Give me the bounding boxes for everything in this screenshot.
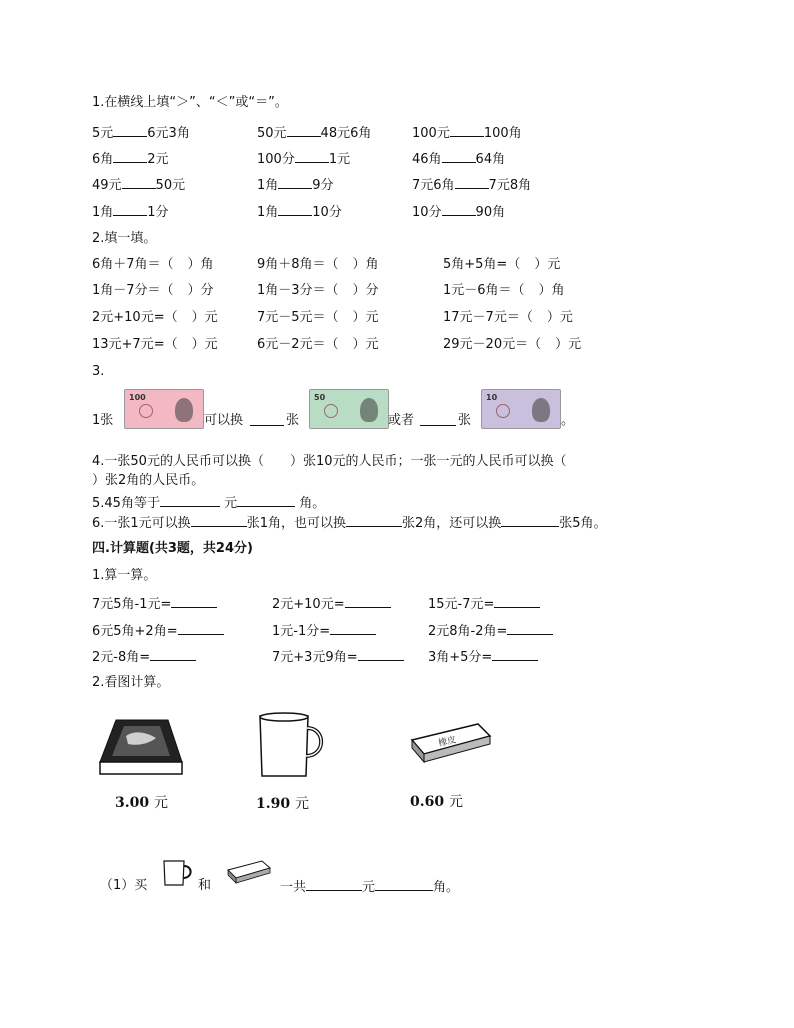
cup-small-icon xyxy=(160,858,196,888)
q2-unit: ）元 xyxy=(191,337,218,352)
q2-expression: 13元+7元=（ xyxy=(92,337,178,352)
q2-item xyxy=(257,310,379,326)
q1-item xyxy=(257,150,350,168)
q2-expression: 1角－7分＝（ xyxy=(92,283,174,298)
q3-answer-line-1[interactable] xyxy=(250,413,284,426)
price-unit-2: 元 xyxy=(294,796,309,812)
look-q1-text-e: 角。 xyxy=(433,880,460,895)
q1-item xyxy=(412,150,505,168)
q3-text-one-sheet: 1张 xyxy=(92,413,114,428)
q1-answer-line[interactable] xyxy=(113,124,147,137)
q2-expression: 2元+10元=（ xyxy=(92,310,178,325)
calc-answer-line[interactable] xyxy=(494,595,540,608)
q1-answer-line[interactable] xyxy=(287,124,321,137)
q2-item xyxy=(257,257,379,273)
calc-answer-line[interactable] xyxy=(358,648,404,661)
q1-answer-line[interactable] xyxy=(450,124,484,137)
bill-50-yuan-image xyxy=(309,389,389,429)
q3-text-or: 或者 xyxy=(388,413,415,428)
q1-item xyxy=(92,176,185,194)
calc-item xyxy=(272,622,376,640)
q2-expression: 7元－5元＝（ xyxy=(257,310,339,325)
q1-item xyxy=(412,176,531,194)
q1-left-value: 100元 xyxy=(412,126,450,141)
bill-50-label: 50 xyxy=(314,393,326,402)
q1-right-value: 90角 xyxy=(475,205,506,220)
calc-expression: 1元-1分= xyxy=(272,624,331,639)
q2-unit: ）分 xyxy=(352,283,379,298)
q1-left-value: 6角 xyxy=(92,152,114,167)
bill-seal-icon xyxy=(139,404,153,418)
q1-item xyxy=(257,124,371,142)
q2-item xyxy=(443,257,560,273)
q1-left-value: 49元 xyxy=(92,178,122,193)
q1-item xyxy=(92,124,190,142)
q1-right-value: 1分 xyxy=(147,205,169,220)
q2-expression: 17元－7元＝（ xyxy=(443,310,533,325)
q1-answer-line[interactable] xyxy=(442,150,476,163)
look-q1-text-d: 元 xyxy=(362,880,376,895)
q1-answer-line[interactable] xyxy=(113,150,147,163)
q2-unit: ）角 xyxy=(538,283,565,298)
look-q1-answer-jiao[interactable] xyxy=(375,878,433,891)
q1-item xyxy=(412,124,522,142)
calc-expression: 6元5角+2角= xyxy=(92,624,178,639)
q2-unit: ）元 xyxy=(352,337,379,352)
eraser-image xyxy=(408,720,494,768)
q1-item xyxy=(257,203,342,221)
bill-10-yuan-image xyxy=(481,389,561,429)
q2-unit: ）元 xyxy=(191,310,218,325)
q1-answer-line[interactable] xyxy=(455,176,489,189)
q2-expression: 6元－2元＝（ xyxy=(257,337,339,352)
q1-answer-line[interactable] xyxy=(278,176,312,189)
pencil-box-image xyxy=(98,714,184,776)
price-unit-3: 元 xyxy=(448,794,463,810)
bill-seal-icon xyxy=(496,404,510,418)
price-cup xyxy=(256,793,309,813)
portrait-icon xyxy=(175,398,193,422)
calc-expression: 7元+3元9角= xyxy=(272,650,358,665)
q1-left-value: 50元 xyxy=(257,126,287,141)
price-eraser xyxy=(410,791,463,811)
q2-unit: ）角 xyxy=(187,257,214,272)
q2-expression: 29元－20元＝（ xyxy=(443,337,542,352)
q5-answer-line-1[interactable] xyxy=(160,494,220,507)
q2-expression: 6角＋7角＝（ xyxy=(92,257,174,272)
calc-answer-line[interactable] xyxy=(507,622,553,635)
calc-answer-line[interactable] xyxy=(492,648,538,661)
q1-right-value: 50元 xyxy=(155,178,186,193)
bill-100-label: 100 xyxy=(129,393,146,402)
q3-text-sheet-1: 张 xyxy=(286,413,300,428)
q2-expression: 5角+5角=（ xyxy=(443,257,521,272)
bill-10-label: 10 xyxy=(486,393,498,402)
q4-line-2: ）张2角的人民币。 xyxy=(92,473,205,488)
eraser-small-icon xyxy=(226,858,272,886)
q1-right-value: 64角 xyxy=(475,152,506,167)
q6-text-d: 张5角。 xyxy=(559,516,607,531)
q5-question xyxy=(92,494,325,512)
calc-answer-line[interactable] xyxy=(345,595,391,608)
section-4-heading: 四.计算题(共3题，共24分) xyxy=(92,541,253,556)
q1-item xyxy=(92,203,169,221)
q2-unit: ）元 xyxy=(546,310,573,325)
calc-item xyxy=(272,648,404,666)
look-q1-text-c: 一共 xyxy=(280,880,307,895)
calc-expression: 15元-7元= xyxy=(428,597,495,612)
q1-left-value: 100分 xyxy=(257,152,295,167)
look-title: 2.看图计算。 xyxy=(92,675,170,690)
bill-100-yuan-image xyxy=(124,389,204,429)
price-cup-value: 1.90 xyxy=(256,796,291,812)
q1-left-value: 1角 xyxy=(257,205,279,220)
q5-text-c: 角。 xyxy=(299,496,326,511)
calc-answer-line[interactable] xyxy=(171,595,217,608)
q1-answer-line[interactable] xyxy=(122,176,156,189)
q5-text-a: 5.45角等于 xyxy=(92,496,160,511)
q1-right-value: 6元3角 xyxy=(147,126,190,141)
q2-item xyxy=(443,337,581,353)
q6-answer-line-1[interactable] xyxy=(191,514,247,527)
look-q1-tail xyxy=(280,878,459,896)
q2-unit: ）元 xyxy=(534,257,561,272)
q3-text-sheet-2: 张 xyxy=(458,413,472,428)
calc-answer-line[interactable] xyxy=(330,622,376,635)
q1-left-value: 7元6角 xyxy=(412,178,455,193)
q1-answer-line[interactable] xyxy=(295,150,329,163)
q3-number: 3. xyxy=(92,364,105,379)
q6-text-a: 6.一张1元可以换 xyxy=(92,516,191,531)
q1-right-value: 9分 xyxy=(312,178,334,193)
q1-right-value: 2元 xyxy=(147,152,169,167)
q6-answer-line-2[interactable] xyxy=(346,514,402,527)
q1-right-value: 1元 xyxy=(328,152,351,167)
q2-unit: ）元 xyxy=(352,310,379,325)
calc-item xyxy=(428,648,538,666)
q1-item xyxy=(92,150,169,168)
q3-text-period: 。 xyxy=(561,413,575,428)
q6-text-c: 张2角，还可以换 xyxy=(401,516,502,531)
q5-answer-line-2[interactable] xyxy=(237,494,295,507)
q2-item xyxy=(92,257,214,273)
calc-item xyxy=(428,622,553,640)
q2-item xyxy=(92,310,218,326)
price-pencil-box xyxy=(115,792,168,812)
price-eraser-value: 0.60 xyxy=(410,794,445,810)
calc-expression: 2元+10元= xyxy=(272,597,345,612)
q2-item xyxy=(443,310,573,326)
q2-item xyxy=(443,283,565,299)
calc-expression: 2元-8角= xyxy=(92,650,151,665)
q1-title: 1.在横线上填“＞”、“＜”或“＝”。 xyxy=(92,95,288,110)
calc-expression: 7元5角-1元= xyxy=(92,597,172,612)
q1-answer-line[interactable] xyxy=(278,203,312,216)
q2-title: 2.填一填。 xyxy=(92,231,157,246)
q1-left-value: 46角 xyxy=(412,152,442,167)
q3-answer-line-1-wrap xyxy=(250,413,284,431)
q1-answer-line[interactable] xyxy=(442,203,476,216)
q6-question xyxy=(92,514,607,532)
q1-left-value: 5元 xyxy=(92,126,114,141)
calc-answer-line[interactable] xyxy=(178,622,224,635)
price-unit-1: 元 xyxy=(153,795,168,811)
calc-item xyxy=(428,595,540,613)
look-q1-text-a: （1）买 xyxy=(100,878,148,893)
eraser-label: 橡皮 xyxy=(437,735,458,750)
look-q1-answer-yuan[interactable] xyxy=(306,878,362,891)
portrait-icon xyxy=(360,398,378,422)
q2-unit: ）元 xyxy=(555,337,582,352)
q3-answer-line-2[interactable] xyxy=(420,413,456,426)
q1-item xyxy=(257,176,334,194)
q6-text-b: 张1角，也可以换 xyxy=(246,516,346,531)
calc-title: 1.算一算。 xyxy=(92,568,157,583)
calc-answer-line[interactable] xyxy=(150,648,196,661)
q1-right-value: 10分 xyxy=(312,205,342,220)
q3-answer-line-2-wrap xyxy=(420,413,456,431)
q2-item xyxy=(257,283,379,299)
q2-expression: 9角＋8角＝（ xyxy=(257,257,339,272)
q2-unit: ）角 xyxy=(352,257,379,272)
calc-expression: 2元8角-2角= xyxy=(428,624,508,639)
calc-item xyxy=(272,595,391,613)
bill-seal-icon xyxy=(324,404,338,418)
q1-item xyxy=(412,203,505,221)
calc-item xyxy=(92,595,217,613)
q4-line-1: 4.一张50元的人民币可以换（ ）张10元的人民币；一张一元的人民币可以换（ xyxy=(92,454,567,469)
q2-item xyxy=(257,337,379,353)
q3-text-exchange: 可以换 xyxy=(204,413,244,428)
q1-left-value: 10分 xyxy=(412,205,442,220)
calc-item xyxy=(92,622,224,640)
q1-left-value: 1角 xyxy=(257,178,279,193)
q2-item xyxy=(92,283,214,299)
q2-expression: 1角－3分＝（ xyxy=(257,283,339,298)
q1-answer-line[interactable] xyxy=(113,203,147,216)
calc-expression: 3角+5分= xyxy=(428,650,493,665)
q2-item xyxy=(92,337,218,353)
q5-text-b: 元 xyxy=(224,496,238,511)
cup-image xyxy=(250,710,330,782)
calc-item xyxy=(92,648,196,666)
q1-right-value: 100角 xyxy=(483,126,522,141)
q1-left-value: 1角 xyxy=(92,205,114,220)
price-pencil-box-value: 3.00 xyxy=(115,795,150,811)
q2-expression: 1元－6角＝（ xyxy=(443,283,525,298)
q1-right-value: 7元8角 xyxy=(488,178,532,193)
q1-right-value: 48元6角 xyxy=(320,126,372,141)
look-q1-text-b: 和 xyxy=(198,878,212,893)
q2-unit: ）分 xyxy=(187,283,214,298)
q6-answer-line-3[interactable] xyxy=(501,514,559,527)
portrait-icon xyxy=(532,398,550,422)
